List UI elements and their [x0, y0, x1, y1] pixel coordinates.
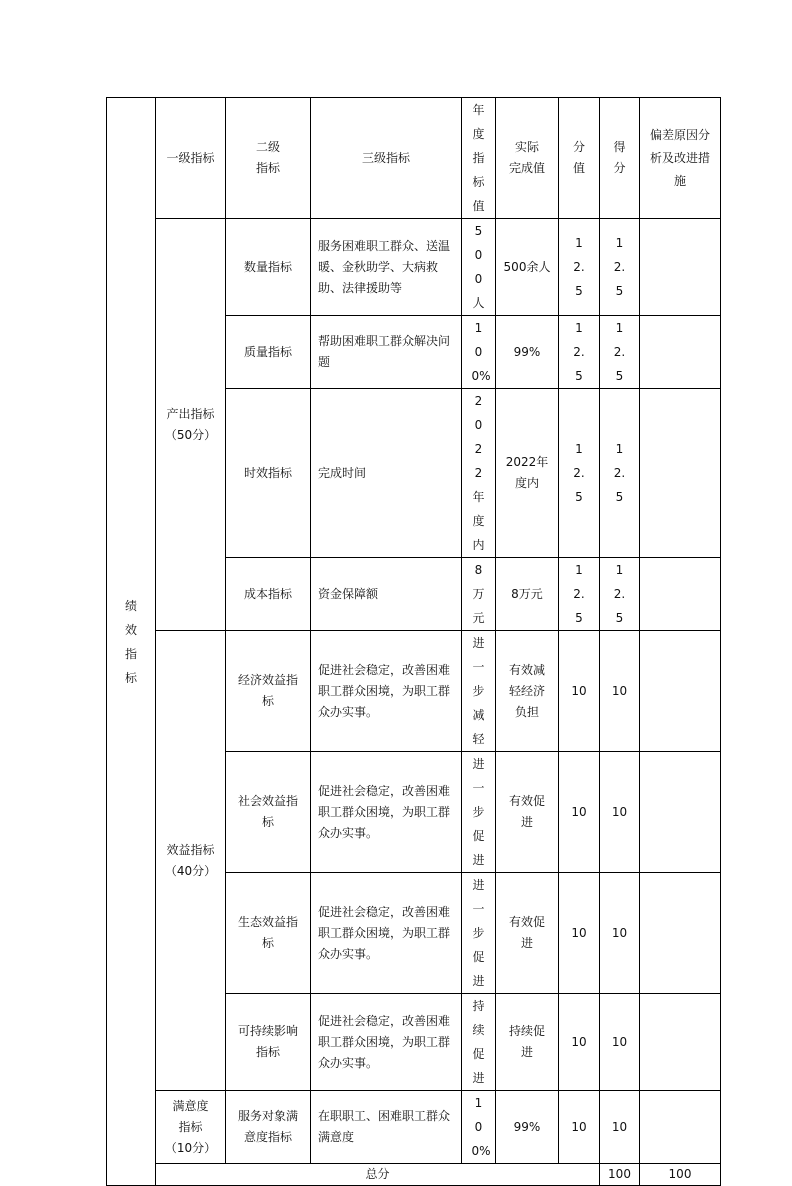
total-row: [107, 1164, 721, 1186]
note-cell: [640, 873, 721, 994]
obtained-cell: 10: [600, 752, 640, 873]
note-cell: [640, 219, 721, 316]
note-cell: [640, 1091, 721, 1164]
header-score: 分 值: [559, 98, 600, 219]
category-cell: [107, 98, 156, 1186]
obtained-cell: 12.5: [600, 389, 640, 558]
note-cell: [640, 389, 721, 558]
level2-cell: 服务对象满 意度指标: [226, 1091, 311, 1164]
target-cell: 500人: [462, 219, 496, 316]
score-cell: 10: [559, 873, 600, 994]
group-output: 产出指标 （50分）: [156, 219, 226, 631]
performance-table: [106, 97, 721, 1186]
total-score: 100: [600, 1164, 640, 1186]
score-cell: 10: [559, 1091, 600, 1164]
level3-cell: 促进社会稳定，改善困难职工群众困境，为职工群众办实事。: [311, 994, 462, 1091]
target-cell: 进一步减轻: [462, 631, 496, 752]
actual-cell: 2022年 度内: [496, 389, 559, 558]
actual-cell: 99%: [496, 316, 559, 389]
table-row: [107, 1091, 721, 1164]
target-cell: 2022年度内: [462, 389, 496, 558]
obtained-cell: 10: [600, 1091, 640, 1164]
obtained-cell: 12.5: [600, 219, 640, 316]
target-cell: 进一步促进: [462, 752, 496, 873]
level3-cell: 帮助困难职工群众解决问题: [311, 316, 462, 389]
header-actual: 实际 完成值: [496, 98, 559, 219]
header-obtained: 得 分: [600, 98, 640, 219]
target-cell: 持续促进: [462, 994, 496, 1091]
level3-cell: 完成时间: [311, 389, 462, 558]
actual-cell: 有效减 轻经济 负担: [496, 631, 559, 752]
level2-cell: 数量指标: [226, 219, 311, 316]
category-label: 绩效指标: [124, 598, 137, 685]
level2-cell: 经济效益指 标: [226, 631, 311, 752]
header-annual-target: 年度指标值: [462, 98, 496, 219]
level2-cell: 质量指标: [226, 316, 311, 389]
table-row: [107, 631, 721, 752]
level3-cell: 促进社会稳定，改善困难职工群众困境，为职工群众办实事。: [311, 631, 462, 752]
obtained-cell: 10: [600, 994, 640, 1091]
score-cell: 10: [559, 631, 600, 752]
score-cell: 10: [559, 752, 600, 873]
total-obtained: 100: [640, 1164, 721, 1186]
obtained-cell: 10: [600, 873, 640, 994]
actual-cell: 持续促 进: [496, 994, 559, 1091]
target-cell: 8万元: [462, 558, 496, 631]
level2-cell: 可持续影响 指标: [226, 994, 311, 1091]
score-cell: 12.5: [559, 316, 600, 389]
table-row: [107, 219, 721, 316]
group-benefit: 效益指标 （40分）: [156, 631, 226, 1091]
group-satisfaction: 满意度 指标 （10分）: [156, 1091, 226, 1164]
target-cell: 进一步促进: [462, 873, 496, 994]
obtained-cell: 10: [600, 631, 640, 752]
level3-cell: 促进社会稳定，改善困难职工群众困境，为职工群众办实事。: [311, 873, 462, 994]
header-level1: 一级指标: [156, 98, 226, 219]
header-deviation: 偏差原因分 析及改进措 施: [640, 98, 721, 219]
score-cell: 12.5: [559, 558, 600, 631]
obtained-cell: 12.5: [600, 316, 640, 389]
actual-cell: 500余人: [496, 219, 559, 316]
level2-cell: 生态效益指 标: [226, 873, 311, 994]
header-row: [107, 98, 721, 219]
level3-cell: 促进社会稳定，改善困难职工群众困境，为职工群众办实事。: [311, 752, 462, 873]
score-cell: 12.5: [559, 389, 600, 558]
note-cell: [640, 994, 721, 1091]
actual-cell: 99%: [496, 1091, 559, 1164]
total-label: 总分: [156, 1164, 600, 1186]
level2-cell: 社会效益指 标: [226, 752, 311, 873]
level2-cell: 成本指标: [226, 558, 311, 631]
actual-cell: 8万元: [496, 558, 559, 631]
score-cell: 12.5: [559, 219, 600, 316]
actual-cell: 有效促 进: [496, 873, 559, 994]
score-cell: 10: [559, 994, 600, 1091]
target-cell: 100%: [462, 1091, 496, 1164]
header-level2: 二级 指标: [226, 98, 311, 219]
note-cell: [640, 631, 721, 752]
note-cell: [640, 558, 721, 631]
header-level3: 三级指标: [311, 98, 462, 219]
level3-cell: 资金保障额: [311, 558, 462, 631]
obtained-cell: 12.5: [600, 558, 640, 631]
actual-cell: 有效促 进: [496, 752, 559, 873]
note-cell: [640, 752, 721, 873]
level3-cell: 在职职工、困难职工群众满意度: [311, 1091, 462, 1164]
note-cell: [640, 316, 721, 389]
level3-cell: 服务困难职工群众、送温暖、金秋助学、大病救助、法律援助等: [311, 219, 462, 316]
level2-cell: 时效指标: [226, 389, 311, 558]
target-cell: 100%: [462, 316, 496, 389]
